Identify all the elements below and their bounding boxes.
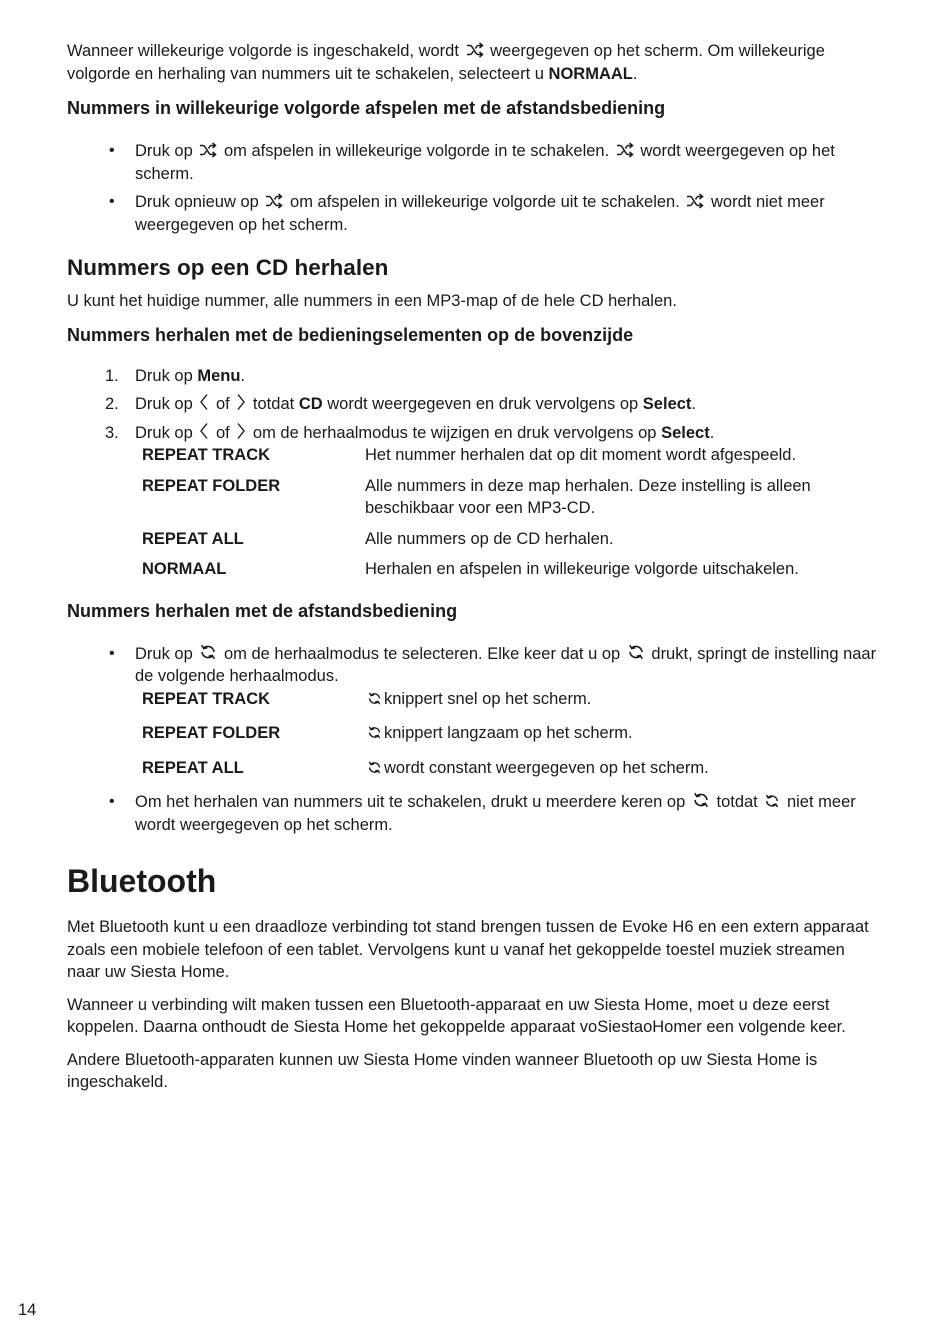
bluetooth-paragraph-2: Wanneer u verbinding wilt maken tussen een Bluetooth-apparaat en uw Siesta Home, moet u deze eerst koppelen. Daarna onthoudt de Siesta Home het gekoppelde apparaat voSiestaoHomer een volgende keer. [67, 995, 846, 1036]
menu-keyword: Menu [197, 366, 241, 385]
repeat-icon [367, 725, 382, 740]
mode-name: NORMAAL [142, 560, 227, 578]
mode-name: REPEAT TRACK [142, 689, 271, 708]
list-item [67, 140, 882, 185]
mode-description: Alle nummers op de CD herhalen. [365, 529, 614, 548]
text-span: Druk op [135, 423, 193, 442]
document-page [67, 40, 882, 1094]
repeat-icon [199, 643, 217, 661]
text-span: Druk op [135, 366, 193, 385]
mode-description [365, 688, 882, 723]
text-span: . [240, 366, 246, 385]
mode-name: REPEAT TRACK [142, 446, 271, 464]
bluetooth-paragraph-3: Andere Bluetooth-apparaten kunnen uw Siesta Home vinden wanneer Bluetooth op uw Siesta Home is ingeschakeld. [67, 1050, 818, 1091]
mode-description [365, 757, 882, 792]
repeat-modes-table [142, 444, 882, 589]
shuffle-remote-list [67, 140, 882, 236]
repeat-remote-list [67, 643, 882, 688]
mode-description [365, 722, 882, 757]
text-span: totdat [716, 793, 758, 811]
cd-keyword: CD [298, 395, 323, 413]
text-span: of [215, 423, 230, 442]
mode-description: Alle nummers in deze map herhalen. Deze instelling is alleen beschikbaar voor een MP3-CD. [365, 476, 811, 517]
text-span: totdat [252, 395, 295, 413]
text-span: om afspelen in willekeurige volgorde uit te schakelen. [290, 193, 680, 211]
repeat-cd-intro: U kunt het huidige nummer, alle nummers in een MP3-map of de hele CD herhalen. [67, 292, 677, 310]
text-span: knippert langzaam op het scherm. [384, 724, 633, 742]
list-item [67, 643, 882, 688]
mode-name: REPEAT ALL [142, 529, 244, 548]
text-span: wordt weergegeven op het scherm. [135, 142, 835, 183]
shuffle-icon [686, 193, 704, 209]
text-span: . [709, 423, 715, 442]
text-span: knippert snel op het scherm. [384, 689, 592, 708]
repeat-top-heading: Nummers herhalen met de bedieningselementen op de bovenzijde [67, 324, 634, 345]
repeat-steps-list [67, 365, 882, 445]
text-span: Druk op [135, 644, 193, 663]
shuffle-icon [466, 42, 484, 58]
shuffle-icon [616, 142, 634, 158]
step-number: 1. [105, 366, 119, 385]
select-keyword: Select [661, 423, 710, 442]
intro-paragraph [67, 40, 882, 85]
bluetooth-paragraph-1: Met Bluetooth kunt u een draadloze verbinding tot stand brengen tussen de Evoke H6 en een extern apparaat zoals een mobiele telefoon of een tablet. Vervolgens kunt u vanaf het gekoppelde toestel muziek streamen naar uw Siesta Home. [67, 918, 869, 981]
text-span: om de herhaalmodus te selecteren. Elke keer dat u op [223, 644, 621, 663]
chevron-right-icon [236, 422, 246, 440]
repeat-remote-heading: Nummers herhalen met de afstandsbediening [67, 600, 458, 621]
bluetooth-heading: Bluetooth [67, 863, 217, 899]
text-span: om afspelen in willekeurige volgorde in te schakelen. [223, 142, 610, 160]
list-item [67, 393, 882, 416]
repeat-icon [764, 793, 780, 809]
mode-name: REPEAT FOLDER [142, 476, 281, 495]
step-number: 3. [105, 423, 119, 442]
intro-text-2: weergegeven op het scherm. Om willekeurige volgorde en herhaling van nummers uit te schakelen, selecteert u [67, 42, 825, 83]
mode-description: Het nummer herhalen dat op dit moment wordt afgespeeld. [365, 446, 797, 464]
text-span: wordt weergegeven en druk vervolgens op [327, 395, 639, 413]
text-span: Druk op [135, 395, 193, 413]
mode-description: Herhalen en afspelen in willekeurige volgorde uitschakelen. [365, 560, 799, 578]
page-number: 14 [18, 1301, 37, 1319]
shuffle-remote-heading: Nummers in willekeurige volgorde afspelen met de afstandsbediening [67, 98, 666, 118]
shuffle-icon [265, 193, 283, 209]
text-span: niet meer wordt weergegeven op het scherm. [135, 793, 856, 834]
text-span: Druk op [135, 142, 193, 160]
shuffle-icon [199, 142, 217, 158]
text-span: drukt, springt de instelling naar de volgende herhaalmodus. [135, 644, 877, 685]
step-number: 2. [105, 395, 119, 413]
text-span: Om het herhalen van nummers uit te schakelen, drukt u meerdere keren op [135, 793, 686, 811]
repeat-cd-heading: Nummers op een CD herhalen [67, 255, 389, 280]
mode-name: REPEAT ALL [142, 758, 244, 777]
text-span: Druk opnieuw op [135, 193, 259, 211]
text-span: wordt constant weergegeven op het scherm. [384, 758, 709, 777]
list-item [67, 422, 882, 445]
text-span: wordt niet meer weergegeven op het scherm. [135, 193, 825, 234]
repeat-icon [367, 760, 382, 775]
repeat-remote-list-2 [67, 791, 882, 836]
normaal-keyword: NORMAAL [548, 64, 633, 83]
chevron-right-icon [236, 393, 246, 411]
text-span: om de herhaalmodus te wijzigen en druk vervolgens op [252, 423, 657, 442]
repeat-icon [692, 791, 710, 809]
list-item [67, 365, 882, 388]
mode-name: REPEAT FOLDER [142, 724, 281, 742]
chevron-left-icon [199, 393, 209, 411]
list-item [67, 791, 882, 836]
select-keyword: Select [642, 395, 692, 413]
chevron-left-icon [199, 422, 209, 440]
intro-text-1: Wanneer willekeurige volgorde is ingeschakeld, wordt [67, 42, 459, 60]
list-item [67, 191, 882, 236]
repeat-icon [627, 643, 645, 661]
text-span: of [215, 395, 230, 413]
remote-repeat-modes-table [142, 688, 882, 792]
intro-period: . [632, 64, 638, 83]
text-span: . [691, 395, 697, 413]
repeat-icon [367, 691, 382, 706]
